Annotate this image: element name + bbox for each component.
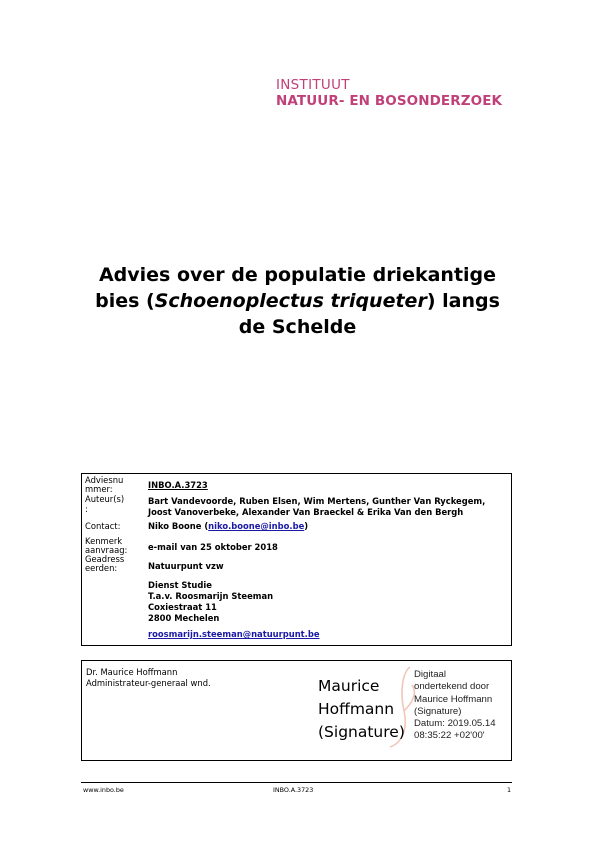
contact-value — [148, 521, 308, 532]
contact-name: Niko Boone ( — [148, 521, 209, 531]
signature-name-line-3: (Signature) — [318, 723, 405, 741]
address-line-2: T.a.v. Roosmarijn Steeman — [148, 591, 274, 601]
logo-line-2: NATUUR- EN BOSONDERZOEK — [276, 93, 503, 109]
footer-divider — [81, 782, 512, 783]
geadr-label-2: eerden: — [85, 563, 118, 573]
kenmerk-label-1: Kenmerk — [85, 536, 123, 546]
signature-box — [81, 660, 512, 761]
address-line-4: 2800 Mechelen — [148, 613, 220, 623]
signatory-role: Administrateur-generaal wnd. — [86, 678, 211, 688]
stamp-line-2: ondertekend door — [414, 681, 490, 693]
inbo-logo — [276, 77, 502, 110]
kenmerk-value: e-mail van 25 oktober 2018 — [148, 542, 278, 552]
address-line-1: Dienst Studie — [148, 580, 212, 590]
title-line-2 — [60, 288, 535, 314]
contact-close: ) — [304, 521, 309, 531]
title-line-2-pre: bies ( — [95, 290, 155, 312]
stamp-line-3: Maurice Hoffmann — [414, 693, 493, 705]
geadresseerde-org: Natuurpunt vzw — [148, 561, 224, 571]
contact-label: Contact: — [85, 521, 121, 531]
footer-page-number: 1 — [507, 786, 512, 794]
auteurs-label-2: : — [85, 504, 88, 514]
footer-website: www.inbo.be — [83, 786, 124, 794]
digital-signature-name — [318, 675, 405, 744]
title-species-name: Schoenoplectus triqueter — [154, 290, 427, 312]
footer-report-number: INBO.A.3723 — [273, 786, 314, 794]
advies-number: INBO.A.3723 — [148, 480, 208, 490]
stamp-line-6: 08:35:22 +02'00' — [414, 730, 485, 742]
title-line-3: de Schelde — [238, 316, 357, 338]
logo-line-1: INSTITUUT — [276, 77, 350, 93]
advies-label-2: mmer: — [85, 484, 113, 494]
auteurs-line-2: Joost Vanoverbeke, Alexander Van Braeckel & Erika Van den Bergh — [148, 507, 464, 517]
signatory — [86, 667, 211, 689]
title-line-2-post: ) langs — [426, 290, 500, 312]
document-title — [60, 262, 535, 340]
contact-email-link[interactable]: niko.boone@inbo.be — [208, 521, 305, 531]
geadr-label-1: Geadress — [85, 554, 125, 564]
advies-label-1: Adviesnu — [85, 475, 124, 485]
stamp-line-1: Digitaal — [414, 669, 446, 680]
digital-signature-stamp — [414, 669, 496, 743]
auteurs-label-1: Auteur(s) — [85, 494, 125, 504]
signature-name-line-2: Hoffmann — [318, 700, 395, 718]
auteurs-line-1: Bart Vandevoorde, Ruben Elsen, Wim Mertens, Gunther Van Ryckegem, — [148, 496, 486, 506]
title-line-1: Advies over de populatie driekantige — [98, 264, 497, 286]
stamp-line-5: Datum: 2019.05.14 — [414, 718, 496, 730]
stamp-line-4: (Signature) — [414, 705, 462, 717]
signature-name-line-1: Maurice — [318, 677, 380, 695]
metadata-box — [81, 473, 512, 646]
address-email-link[interactable]: roosmarijn.steeman@natuurpunt.be — [148, 629, 320, 639]
address-line-3: Coxiestraat 11 — [148, 602, 217, 612]
kenmerk-label-2: aanvraag: — [85, 545, 128, 555]
signatory-name: Dr. Maurice Hoffmann — [86, 667, 178, 677]
